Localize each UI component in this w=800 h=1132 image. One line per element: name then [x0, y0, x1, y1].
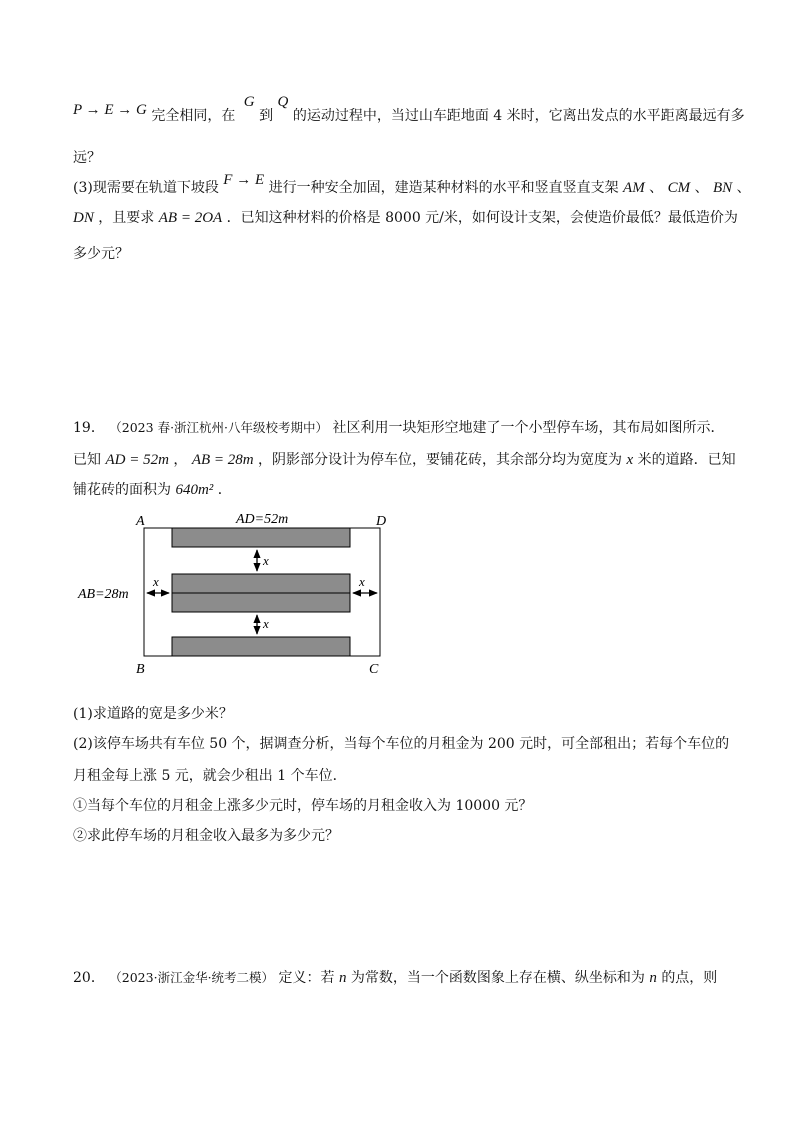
parking-lot-diagram	[60, 508, 400, 680]
q20-line-1	[73, 968, 717, 988]
top-parking-stall	[172, 528, 350, 547]
text-segment: 米的道路．已知	[637, 452, 736, 468]
middle-parking-stall-upper	[172, 574, 350, 593]
label-a: A	[136, 514, 145, 529]
q18-line-1	[73, 94, 745, 124]
q19-part2-sub-2: ②求此停车场的月租金收入最多为多少元？	[73, 828, 339, 844]
variable-x: x	[626, 452, 634, 468]
q19-part2-line-1: (2)该停车场共有车位 50 个，据调查分析，当每个车位的月租金为 200 元时，可全部租出；若每个车位的	[73, 736, 730, 752]
question-text: 社区利用一块矩形空地建了一个小型停车场，其布局如图所示．	[332, 420, 725, 436]
area-value: 640m²	[175, 482, 214, 498]
text-segment: ，	[173, 452, 188, 468]
support-dn: DN	[73, 210, 94, 226]
q19-part1: (1)求道路的宽是多少米？	[73, 706, 233, 722]
variable-n: n	[649, 970, 657, 986]
text-segment: 铺花砖的面积为	[73, 482, 171, 498]
text-segment: ．	[217, 482, 232, 498]
text-segment: 进行一种安全加固，建造某种材料的水平和竖直竖直支架	[268, 180, 619, 196]
support-cm: CM	[667, 180, 691, 196]
support-am: AM	[623, 180, 645, 196]
separator: 、	[694, 180, 709, 196]
text-segment: 定义：若	[278, 970, 335, 986]
x-label-bottom: x	[263, 616, 269, 631]
text-segment: ．已知这种材料的价格是 8000 元/米，如何设计支架，会使造价最低？最低造价为	[226, 210, 738, 226]
q19-line-1	[73, 418, 724, 438]
support-bn: BN	[713, 180, 733, 196]
x-label-top: x	[263, 553, 269, 568]
label-b: B	[136, 662, 145, 677]
separator: 、	[736, 180, 751, 196]
segment-f-e: F → E	[223, 172, 265, 188]
middle-parking-stall-lower	[172, 593, 350, 612]
q19-line-3	[73, 480, 232, 500]
q18-part3-line-2	[73, 208, 738, 228]
ab-length: AB = 28m	[191, 452, 254, 468]
x-label-right: x	[359, 574, 365, 589]
equation-ab-2oa: AB = 2OA	[158, 210, 223, 226]
label-d: D	[376, 514, 387, 529]
text-segment: 到	[259, 108, 274, 124]
question-source: （2023 春·浙江杭州·八年级校考期中）	[109, 420, 329, 435]
text-segment: 完全相同，在	[151, 108, 236, 124]
question-number: 20．	[73, 970, 105, 986]
q18-part3-line-1	[73, 172, 751, 198]
question-source: （2023·浙江金华·统考二模）	[109, 970, 275, 985]
label-c: C	[369, 662, 379, 677]
q19-part2-sub-1: ①当每个车位的月租金上涨多少元时，停车场的月租金收入为 10000 元？	[73, 798, 533, 814]
point-g: G	[243, 94, 255, 110]
separator: 、	[649, 180, 664, 196]
text-segment: 已知	[73, 452, 101, 468]
variable-n: n	[338, 970, 347, 986]
ad-length: AD = 52m	[105, 452, 169, 468]
text-segment: ，且要求	[98, 210, 155, 226]
text-segment: (3)现需要在轨道下坡段	[73, 180, 219, 196]
question-number: 19．	[73, 420, 105, 436]
x-label-left: x	[153, 574, 159, 589]
text-segment: 为常数，当一个函数图象上存在横、纵坐标和为	[350, 970, 645, 986]
point-q: Q	[277, 94, 289, 110]
side-dimension-label: AB=28m	[78, 587, 129, 602]
text-segment: 的运动过程中，当过山车距地面 4 米时，它离出发点的水平距离最远有多	[292, 108, 745, 124]
bottom-parking-stall	[172, 637, 350, 656]
q18-line-2: 远？	[73, 150, 101, 166]
path-p-e-g: P → E → G	[73, 102, 147, 118]
q18-part3-line-3: 多少元？	[73, 246, 129, 262]
text-segment: ，阴影部分设计为停车位，要铺花砖，其余部分均为宽度为	[258, 452, 623, 468]
text-segment: 的点，则	[661, 970, 718, 986]
q19-part2-line-2: 月租金每上涨 5 元，就会少租出 1 个车位．	[73, 768, 347, 784]
top-dimension-label: AD=52m	[236, 512, 289, 527]
q19-line-2	[73, 450, 736, 470]
